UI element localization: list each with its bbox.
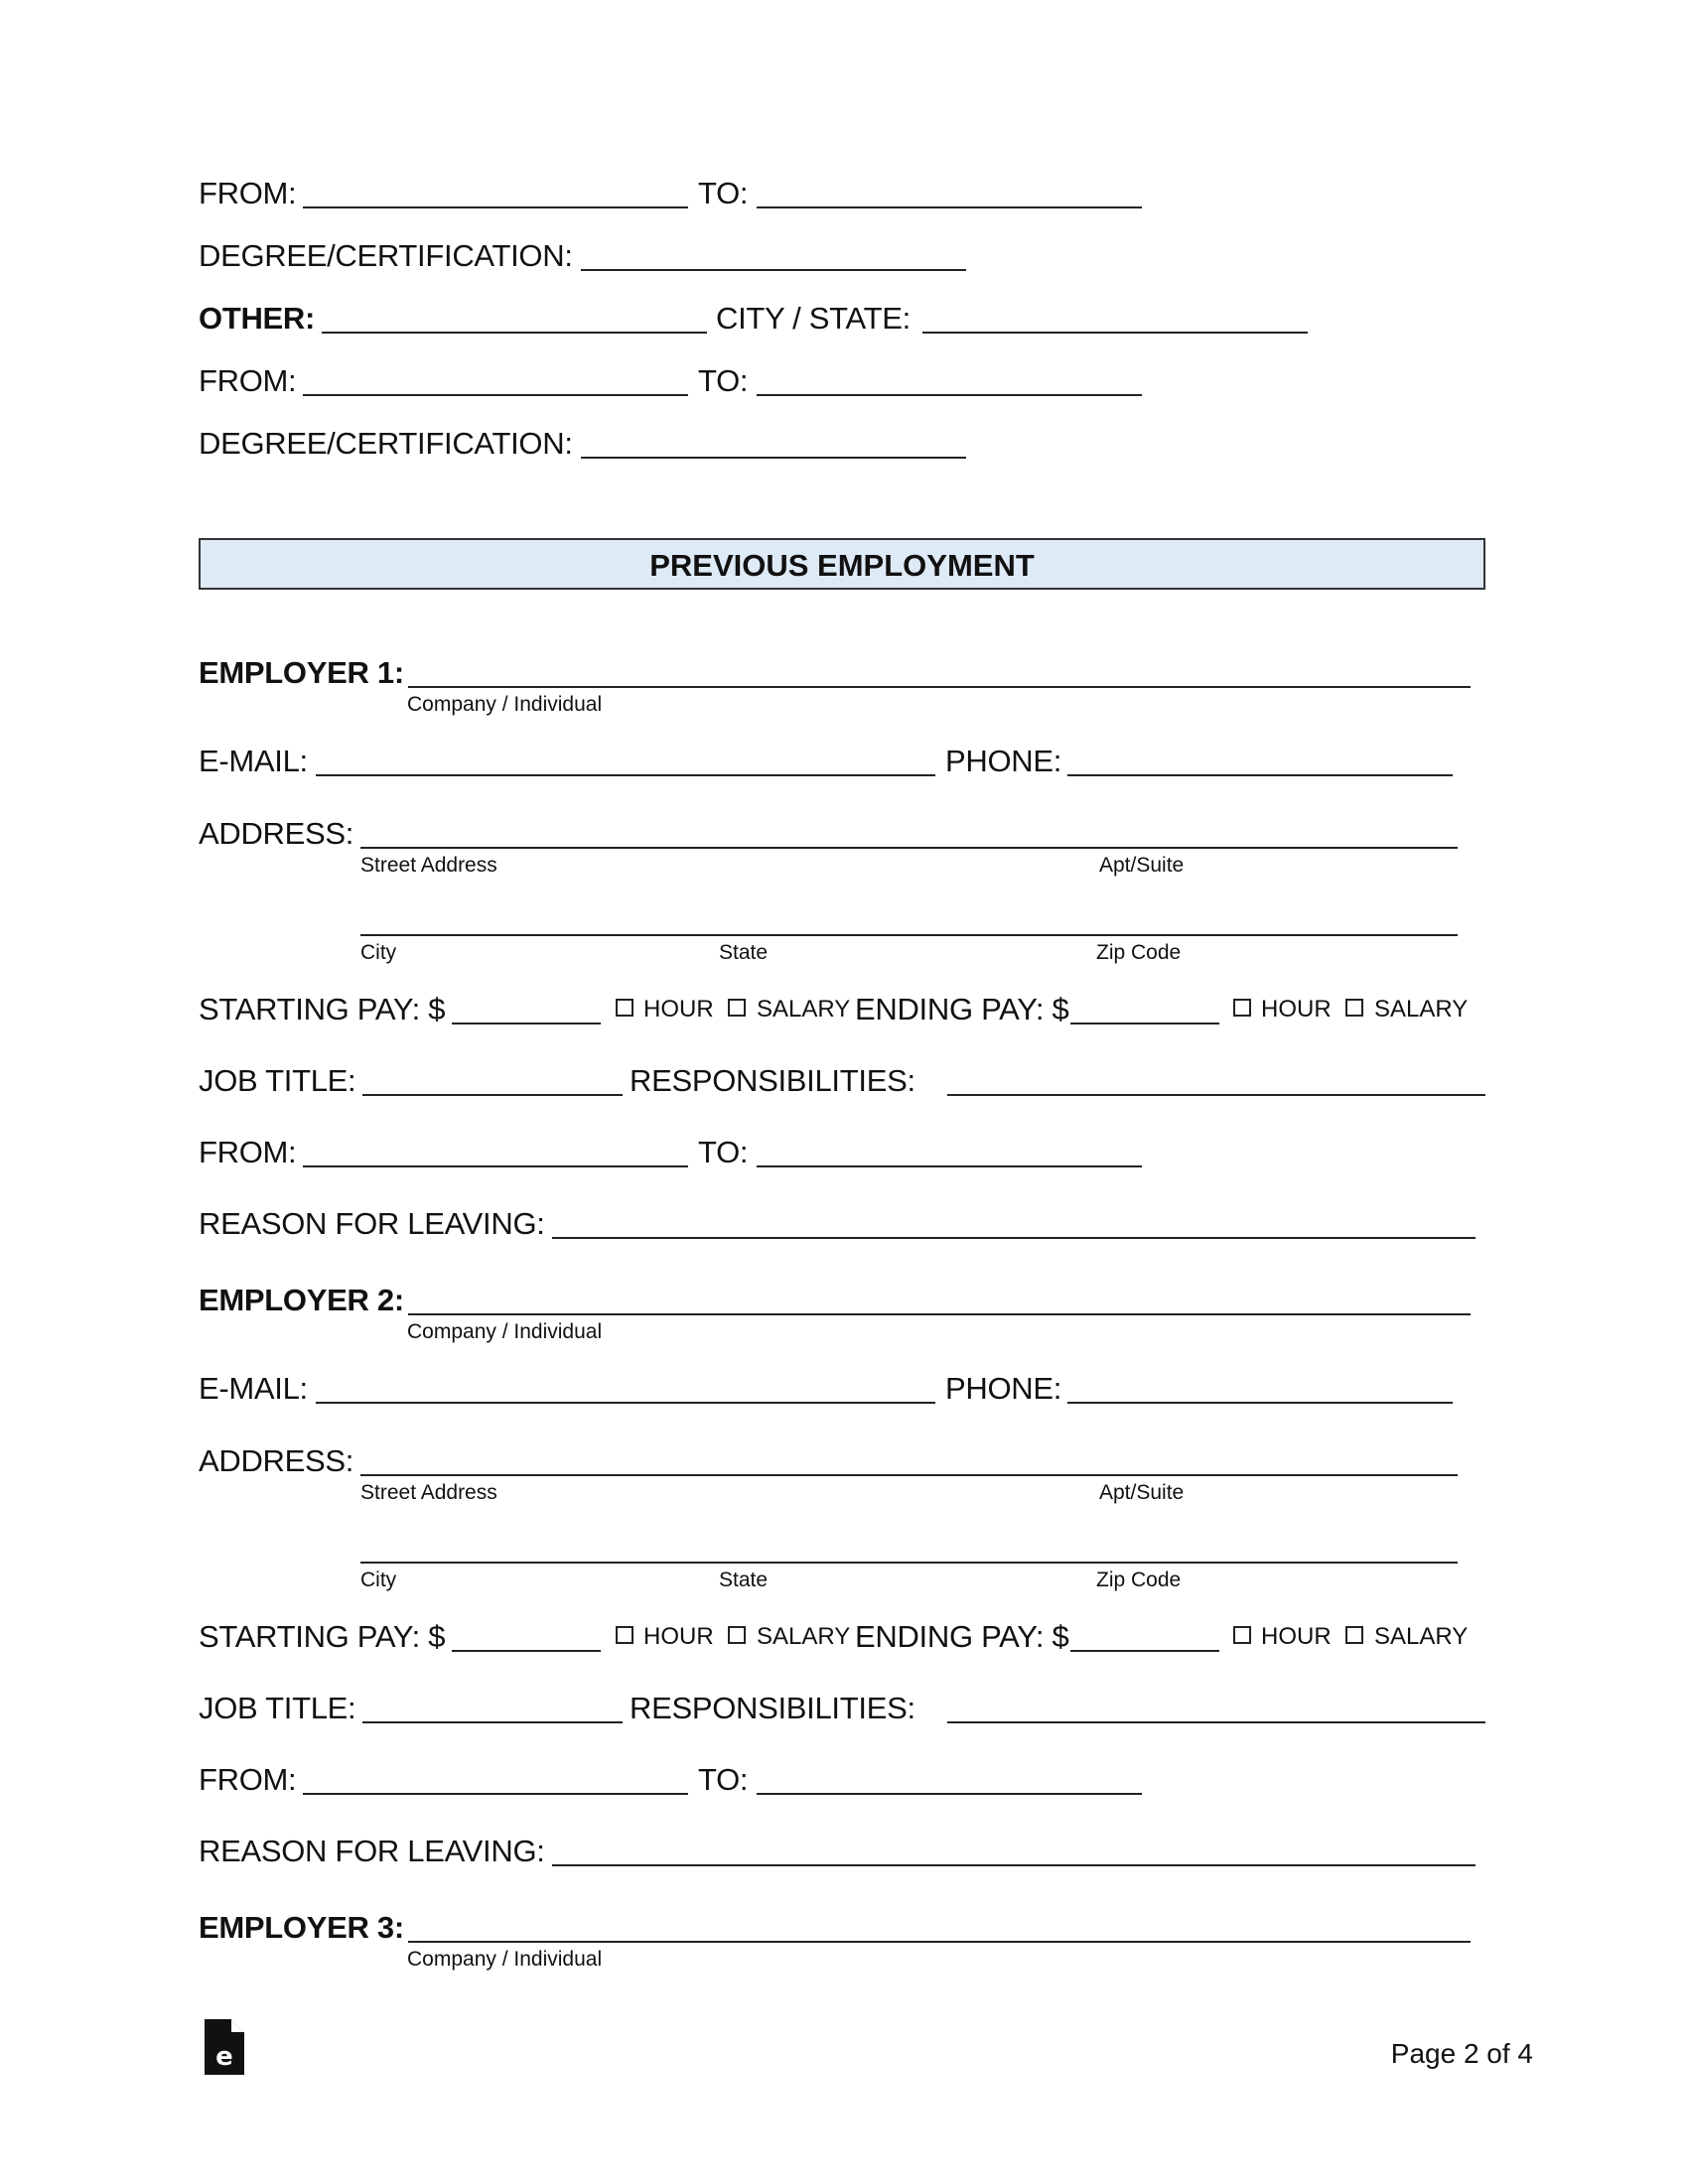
salary-checkbox[interactable] (1345, 999, 1363, 1017)
street-hint: Street Address (360, 1481, 497, 1504)
to-label: TO: (698, 1135, 749, 1169)
job-title-field[interactable] (362, 1721, 623, 1723)
ending-pay-field[interactable] (1070, 1650, 1219, 1652)
apt-hint: Apt/Suite (1099, 1481, 1185, 1504)
salary-checkbox[interactable] (728, 1626, 746, 1644)
to-field[interactable] (757, 206, 1142, 208)
phone-label: PHONE: (945, 744, 1062, 778)
from-field[interactable] (303, 1165, 688, 1167)
reason-field[interactable] (552, 1237, 1476, 1239)
employer-field[interactable] (408, 1941, 1471, 1943)
salary-checkbox[interactable] (1345, 1626, 1363, 1644)
job-row (199, 1061, 1489, 1121)
pay-row (199, 1617, 1489, 1677)
employer-label: EMPLOYER 1: (199, 655, 404, 690)
zip-hint: Zip Code (1096, 941, 1182, 964)
hour-label: HOUR (1261, 1623, 1332, 1650)
apt-hint: Apt/Suite (1099, 854, 1185, 877)
responsibilities-field[interactable] (947, 1721, 1485, 1723)
phone-field[interactable] (1067, 774, 1453, 776)
from-label: FROM: (199, 1135, 297, 1169)
to-label: TO: (698, 363, 749, 398)
from-to-row (199, 174, 1489, 233)
address-label: ADDRESS: (199, 816, 354, 851)
ending-pay-label: ENDING PAY: $ (855, 1619, 1069, 1654)
hour-label: HOUR (643, 996, 714, 1023)
company-hint: Company / Individual (407, 693, 603, 716)
address-row (199, 814, 1489, 964)
degree-row (199, 236, 1489, 296)
from-label: FROM: (199, 1762, 297, 1797)
other-field[interactable] (322, 332, 707, 334)
degree-label: DEGREE/CERTIFICATION: (199, 238, 573, 273)
salary-checkbox[interactable] (728, 999, 746, 1017)
street-hint: Street Address (360, 854, 497, 877)
street-field[interactable] (360, 847, 1458, 849)
reason-row (199, 1204, 1489, 1264)
starting-pay-field[interactable] (452, 1650, 601, 1652)
salary-label: SALARY (757, 1623, 851, 1650)
responsibilities-label: RESPONSIBILITIES: (630, 1063, 915, 1098)
ending-pay-label: ENDING PAY: $ (855, 992, 1069, 1026)
employer-field[interactable] (408, 686, 1471, 688)
to-label: TO: (698, 176, 749, 210)
phone-label: PHONE: (945, 1371, 1062, 1406)
email-field[interactable] (316, 774, 935, 776)
employer-row (199, 653, 1489, 716)
address-label: ADDRESS: (199, 1443, 354, 1478)
from-to-row (199, 361, 1489, 421)
city-state-label: CITY / STATE: (716, 301, 911, 336)
reason-label: REASON FOR LEAVING: (199, 1206, 545, 1241)
state-hint: State (719, 941, 769, 964)
from-field[interactable] (303, 394, 688, 396)
from-to-row (199, 1133, 1489, 1192)
salary-label: SALARY (1374, 996, 1469, 1023)
from-label: FROM: (199, 176, 297, 210)
starting-pay-field[interactable] (452, 1023, 601, 1024)
city-state-zip-field[interactable] (360, 934, 1458, 936)
address-row (199, 1441, 1489, 1591)
hour-label: HOUR (1261, 996, 1332, 1023)
other-label: OTHER: (199, 301, 316, 336)
document-logo-icon (205, 2019, 244, 2075)
employer-row (199, 1908, 1489, 1971)
employer-field[interactable] (408, 1313, 1471, 1315)
job-title-label: JOB TITLE: (199, 1063, 356, 1098)
other-row (199, 299, 1489, 358)
section-title: PREVIOUS EMPLOYMENT (649, 548, 1035, 583)
from-label: FROM: (199, 363, 297, 398)
hour-checkbox[interactable] (616, 1626, 633, 1644)
responsibilities-label: RESPONSIBILITIES: (630, 1691, 915, 1725)
ending-pay-field[interactable] (1070, 1023, 1219, 1024)
salary-label: SALARY (757, 996, 851, 1023)
to-field[interactable] (757, 1793, 1142, 1795)
email-label: E-MAIL: (199, 744, 308, 778)
from-field[interactable] (303, 206, 688, 208)
hour-checkbox[interactable] (616, 999, 633, 1017)
phone-field[interactable] (1067, 1402, 1453, 1404)
to-label: TO: (698, 1762, 749, 1797)
zip-hint: Zip Code (1096, 1569, 1182, 1591)
to-field[interactable] (757, 1165, 1142, 1167)
salary-label: SALARY (1374, 1623, 1469, 1650)
city-hint: City (360, 1569, 397, 1591)
job-title-field[interactable] (362, 1094, 623, 1096)
to-field[interactable] (757, 394, 1142, 396)
svg-text:e: e (215, 2042, 233, 2072)
employer-label: EMPLOYER 3: (199, 1910, 404, 1945)
email-field[interactable] (316, 1402, 935, 1404)
city-hint: City (360, 941, 397, 964)
degree-field[interactable] (581, 457, 966, 459)
starting-pay-label: STARTING PAY: $ (199, 992, 446, 1026)
contact-row (199, 742, 1489, 801)
job-title-label: JOB TITLE: (199, 1691, 356, 1725)
starting-pay-label: STARTING PAY: $ (199, 1619, 446, 1654)
responsibilities-field[interactable] (947, 1094, 1485, 1096)
from-to-row (199, 1760, 1489, 1820)
reason-label: REASON FOR LEAVING: (199, 1834, 545, 1868)
email-label: E-MAIL: (199, 1371, 308, 1406)
city-state-field[interactable] (922, 332, 1308, 334)
job-row (199, 1689, 1489, 1748)
street-field[interactable] (360, 1474, 1458, 1476)
degree-field[interactable] (581, 269, 966, 271)
degree-label: DEGREE/CERTIFICATION: (199, 426, 573, 461)
company-hint: Company / Individual (407, 1948, 603, 1971)
hour-label: HOUR (643, 1623, 714, 1650)
from-field[interactable] (303, 1793, 688, 1795)
company-hint: Company / Individual (407, 1320, 603, 1343)
pay-row (199, 990, 1489, 1049)
hour-checkbox[interactable] (1233, 999, 1251, 1017)
page-number: Page 2 of 4 (1390, 2038, 1533, 2069)
reason-field[interactable] (552, 1864, 1476, 1866)
employer-label: EMPLOYER 2: (199, 1283, 404, 1317)
city-state-zip-field[interactable] (360, 1562, 1458, 1564)
reason-row (199, 1832, 1489, 1891)
contact-row (199, 1369, 1489, 1429)
previous-employment-header (199, 538, 1485, 590)
state-hint: State (719, 1569, 769, 1591)
degree-row (199, 424, 1489, 483)
hour-checkbox[interactable] (1233, 1626, 1251, 1644)
employer-row (199, 1281, 1489, 1343)
